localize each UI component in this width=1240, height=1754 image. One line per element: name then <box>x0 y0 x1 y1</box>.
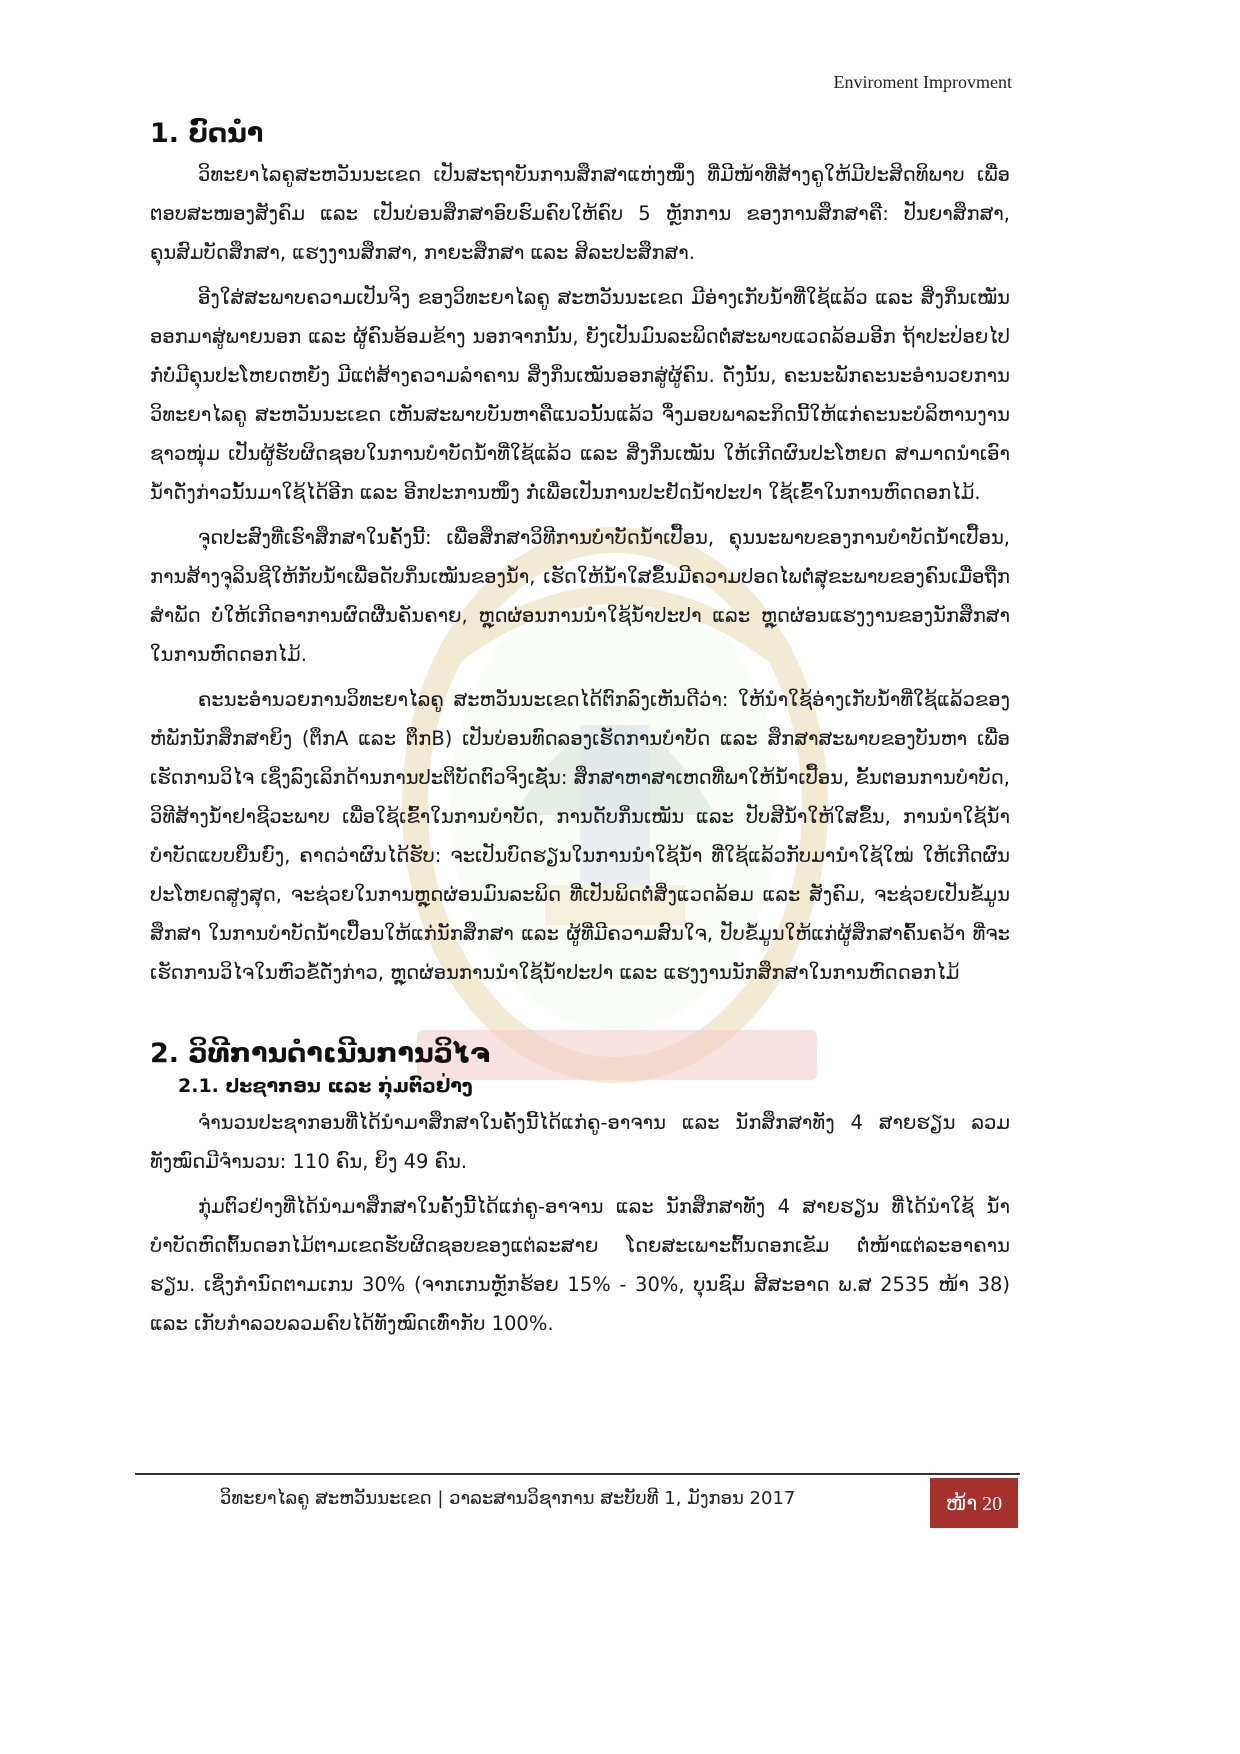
footer-citation: ວິທະຍາໄລຄູ ສະຫວັນນະເຂດ | ວາລະສານວິຊາການ ສະບັບທີ 1, ມັງກອນ 2017 <box>220 1488 796 1509</box>
main-content <box>150 118 1010 1349</box>
section-spacer <box>150 998 1010 1038</box>
subsection-2-1-heading: 2.1. ປະຊາກອນ ແລະ ກຸ່ມຕົວຢ່າງ <box>178 1075 473 1097</box>
paragraph: ວິທະຍາໄລຄູສະຫວັນນະເຂດ ເປັນສະຖາບັນການສຶກສາແຫ່ງໜຶ່ງ ທີ່ມີໜ້າທີ່ສ້າງຄູໃຫ້ມີປະສິດທິພາບ ເພື່ອຕອບສະໜອງສັງຄົມ ແລະ ເປັນບ່ອນສຶກສາອົບຮົມຄົບໃຫ້ຄົບ 5 ຫຼັກການ ຂອງການສຶກສາຄື: ປັນຍາສຶກສາ, ຄຸນສົມບັດສຶກສາ, ແຮງງານສຶກສາ, ກາຍະສຶກສາ ແລະ ສິລະປະສຶກສາ. <box>150 163 1010 264</box>
paragraph: ຈຸດປະສົງທີ່ເຮົາສຶກສາໃນຄັ້ງນີ້: ເພື່ອສຶກສາວິທີການບຳບັດນ້ຳເປື້ອນ, ຄຸນນະພາບຂອງການບຳບັດນ້ຳເປື້ອນ, ການສ້າງຈຸລິນຊີໃຫ້ກັບນ້ຳເພື່ອດັບກິ່ນເໝັນຂອງນ້ຳ, ເຮັດໃຫ້ນ້ຳໃສຂຶ້ນມີຄວາມປອດໄພຕໍ່ສຸຂະພາບຂອງຄົນເມື່ອຖືກສຳພັດ ບໍ່ໃຫ້ເກີດອາການຜົດຜື່ນຄັນຄາຍ, ຫຼຸດຜ່ອນການນຳໃຊ້ນ້ຳປະປາ ແລະ ຫຼຸດຜ່ອນແຮງງານຂອງນັກສຶກສາໃນການຫົດດອກໄມ້. <box>150 526 1010 666</box>
running-header: Enviroment Improvment <box>833 72 1012 92</box>
section-2-heading: 2. ວິທີການດຳເນີນການວິໄຈ <box>150 1038 491 1069</box>
paragraph: ຄະນະອຳນວຍການວິທະຍາໄລຄູ ສະຫວັນນະເຂດໄດ້ຕົກລົງເຫັນດີວ່າ: ໃຫ້ນຳໃຊ້ອ່າງເກັບນ້ຳທີ່ໃຊ້ແລ້ວຂອງຫໍພັກນັກສຶກສາຍິງ (ຕຶກA ແລະ ຕຶກB) ເປັນບ່ອນທົດລອງເຮັດການບຳບັດ ແລະ ສຶກສາສະພາບຂອງບັນຫາ ເພື່ອເຮັດການວິໄຈ ເຊິ່ງລົງເລິກດ້ານການປະຕິບັດຕົວຈິງເຊັ່ນ: ສຶກສາຫາສາເຫດທີ່ພາໃຫ້ນ້ຳເປື້ອນ, ຂັ້ນຕອນການບຳບັດ, ວິທີສ້າງນ້ຳຢາຊີວະພາບ ເພື່ອໃຊ້ເຂົ້າໃນການບຳບັດ, ການດັບກິ່ນເໝັນ ແລະ ປັບສີນ້ຳໃຫ້ໃສຂຶ້ນ, ການນຳໃຊ້ນ້ຳບຳບັດແບບຍືນຍົງ, ຄາດວ່າຜົນໄດ້ຮັບ: ຈະເປັນບົດຮຽນໃນການນຳໃຊ້ນ້ຳ ທີ່ໃຊ້ແລ້ວກັບມານຳໃຊ້ໃໝ່ ໃຫ້ເກີດຜົນປະໂຫຍດສູງສຸດ, ຈະຊ່ວຍໃນການຫຼຸດຜ່ອນມົນລະພິດ ທີ່ເປັນພິດຕໍ່ສິ່ງແວດລ້ອມ ແລະ ສັງຄົມ, ຈະຊ່ວຍເປັນຂໍ້ມູນສຶກສາ ໃນການບຳບັດນ້ຳເປື້ອນໃຫ້ແກ່ນັກສຶກສາ ແລະ ຜູ້ທີ່ມີຄວາມສົນໃຈ, ປັບຂໍ້ມູນໃຫ້ແກ່ຜູ້ສຶກສາຄົ້ນຄວ້າ ທີ່ຈະເຮັດການວິໄຈໃນຫົວຂໍ້ດັ່ງກ່າວ, ຫຼຸດຜ່ອນການນຳໃຊ້ນ້ຳປະປາ ແລະ ແຮງງານນັກສຶກສາໃນການຫົດດອກໄມ້ <box>150 688 1010 984</box>
footer-divider <box>135 1473 1020 1475</box>
section-1-heading: 1. ບົດນຳ <box>150 118 264 149</box>
paragraph: ຈຳນວນປະຊາກອນທີ່ໄດ້ນຳມາສຶກສາໃນຄັ້ງນີ້ໄດ້ແກ່ຄູ-ອາຈານ ແລະ ນັກສຶກສາທັງ 4 ສາຍຮຽນ ລວມທັງໝົດມີຈຳນວນ: 110 ຄົນ, ຍິງ 49 ຄົນ. <box>150 1111 1010 1173</box>
paragraph: ກຸ່ມຕົວຢ່າງທີ່ໄດ້ນຳມາສຶກສາໃນຄັ້ງນີ້ໄດ້ແກ່ຄູ-ອາຈານ ແລະ ນັກສຶກສາທັງ 4 ສາຍຮຽນ ທີ່ໄດ້ນຳໃຊ້ ນ້ຳບຳບັດຫົດຕົ້ນດອກໄມ້ຕາມເຂດຮັບຜິດຊອບຂອງແຕ່ລະສາຍ ໂດຍສະເພາະຕົ້ນດອກເຂັມ ຕໍ່ໜ້າແຕ່ລະອາຄານຮຽນ. ເຊິ່ງກຳນົດຕາມເກນ 30% (ຈາກເກນຫຼັກຮ້ອຍ 15% - 30%, ບຸນຊົມ ສີສະອາດ ພ.ສ 2535 ໜ້າ 38) ແລະ ເກັບກຳລວບລວມຄົບໄດ້ທັງໝົດເທົ່າກັບ 100%. <box>150 1195 1010 1335</box>
page-number-badge: ໜ້າ 20 <box>930 1478 1018 1528</box>
paragraph: ອີງໃສ່ສະພາບຄວາມເປັນຈິງ ຂອງວິທະຍາໄລຄູ ສະຫວັນນະເຂດ ມີອ່າງເກັບນ້ຳທີ່ໃຊ້ແລ້ວ ແລະ ສິ່ງກິ່ນເໝັນ ອອກມາສູ່ພາຍນອກ ແລະ ຜູ້ຄົນອ້ອມຂ້າງ ນອກຈາກນັ້ນ, ຍັງເປັນມົນລະພິດຕໍ່ສະພາບແວດລ້ອມອີກ ຖ້າປະປ່ອຍໄປກໍ່ບໍ່ມີຄຸນປະໂຫຍດຫຍັງ ມີແຕ່ສ້າງຄວາມລຳຄານ ສິ່ງກິ່ນເໝັນອອກສູ່ຜູ້ຄົນ. ດັ່ງນັ້ນ, ຄະນະພັກຄະນະອຳນວຍການ ວິທະຍາໄລຄູ ສະຫວັນນະເຂດ ເຫັນສະພາບບັນຫາຄືແນວນັ້ນແລ້ວ ຈຶ່ງມອບພາລະກິດນີ້ໃຫ້ແກ່ຄະນະບໍລິຫານງານຊາວໜຸ່ມ ເປັນຜູ້ຮັບຜິດຊອບໃນການບຳບັດນ້ຳທີ່ໃຊ້ແລ້ວ ແລະ ສິ່ງກິ່ນເໝັນ ໃຫ້ເກີດຜົນປະໂຫຍດ ສາມາດນຳເອົານ້ຳດັ່ງກ່າວນັ້ນມາໃຊ້ໄດ້ອີກ ແລະ ອີກປະການໜຶ່ງ ກໍ່ເພື່ອເປັນການປະຢັດນ້ຳປະປາ ໃຊ້ເຂົ້າໃນການຫົດດອກໄມ້. <box>150 286 1010 504</box>
